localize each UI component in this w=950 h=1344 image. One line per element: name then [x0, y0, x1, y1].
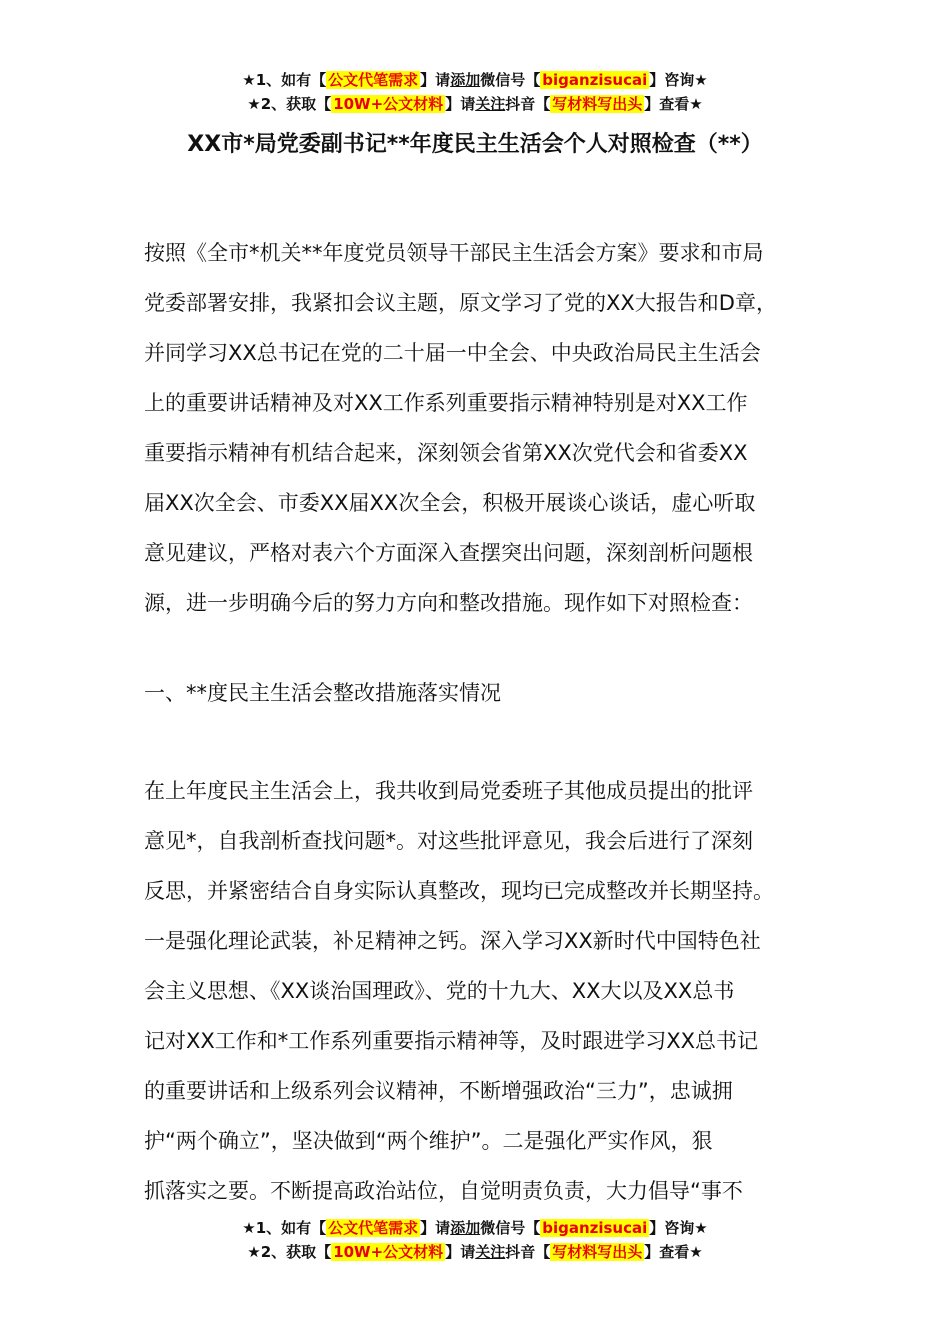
paragraph-line: 意见建议，严格对表六个方面深入查摆突出问题，深刻剖析问题根: [144, 541, 753, 565]
banner-underlined-text: 关注: [475, 95, 506, 113]
banner-text: 】咨询★: [649, 71, 708, 89]
banner-text: 抖音【: [505, 1243, 551, 1261]
highlight-douyin-account: 写材料写出头: [552, 1243, 643, 1261]
highlight-materials: 10W+公文材料: [333, 1243, 444, 1261]
paragraph-line: 按照《全市*机关**年度党员领导干部民主生活会方案》要求和市局: [144, 241, 764, 265]
paragraph-line: 抓落实之要。不断提高政治站位，自觉明责负责，大力倡导“事不: [144, 1179, 743, 1203]
paragraph-line: 的重要讲话和上级系列会议精神，不断增强政治“三力”，忠诚拥: [144, 1079, 733, 1103]
paragraph-line: 党委部署安排，我紧扣会议主题，原文学习了党的XX大报告和D章，: [144, 291, 777, 315]
banner-underlined-text: 添加: [450, 71, 481, 89]
paragraph-intro: [144, 228, 816, 628]
banner-text: ★2、获取【: [247, 95, 332, 113]
document-title: XX市*局党委副书记**年度民主生活会个人对照检查（**）: [187, 132, 763, 157]
banner-text: 抖音【: [505, 95, 551, 113]
banner-text: 】查看★: [644, 1243, 703, 1261]
banner-line-2: [0, 92, 950, 116]
paragraph-line: 上的重要讲话精神及对XX工作系列重要指示精神特别是对XX工作: [144, 391, 748, 415]
paragraph-line: 源，进一步明确今后的努力方向和整改措施。现作如下对照检查：: [144, 591, 753, 615]
paragraph-line: 届XX次全会、市委XX届XX次全会，积极开展谈心谈话，虚心听取: [144, 491, 756, 515]
paragraph-line: 重要指示精神有机结合起来，深刻领会省第XX次党代会和省委XX: [144, 441, 748, 465]
banner-text: 】请: [445, 1243, 476, 1261]
highlight-wechat-id: biganzisucai: [542, 71, 648, 89]
highlight-ghostwriting: 公文代笔需求: [328, 71, 419, 89]
paragraph-line: 意见*，自我剖析查找问题*。对这些批评意见，我会后进行了深刻: [144, 829, 753, 853]
paragraph-line: 一是强化理论武装，补足精神之钙。深入学习XX新时代中国特色社: [144, 929, 761, 953]
paragraph-rectification: [144, 766, 816, 1216]
highlight-douyin-account: 写材料写出头: [552, 95, 643, 113]
banner-underlined-text: 添加: [450, 1219, 481, 1237]
section-heading: [144, 668, 816, 718]
banner-text: 】查看★: [644, 95, 703, 113]
banner-text: ★2、获取【: [247, 1243, 332, 1261]
banner-underlined-text: 关注: [475, 1243, 506, 1261]
paragraph-line: 会主义思想、《XX谈治国理政》、党的十九大、XX大以及XX总书: [144, 979, 735, 1003]
footer-banner: [0, 1216, 950, 1264]
banner-line-1: [0, 68, 950, 92]
section-heading-text: 一、**度民主生活会整改措施落实情况: [144, 681, 501, 705]
paragraph-line: 护“两个确立”，坚决做到“两个维护”。二是强化严实作风，狠: [144, 1129, 713, 1153]
banner-text: 微信号【: [480, 71, 541, 89]
banner-text: ★1、如有【: [242, 1219, 327, 1237]
banner-text: 】请: [420, 1219, 451, 1237]
header-banner: [0, 68, 950, 116]
paragraph-line: 反思，并紧密结合自身实际认真整改，现均已完成整改并长期坚持。: [144, 879, 774, 903]
banner-text: ★1、如有【: [242, 71, 327, 89]
banner-text: 】请: [420, 71, 451, 89]
banner-text: 】咨询★: [649, 1219, 708, 1237]
highlight-wechat-id: biganzisucai: [542, 1219, 648, 1237]
banner-line-2: [0, 1240, 950, 1264]
banner-line-1: [0, 1216, 950, 1240]
banner-text: 微信号【: [480, 1219, 541, 1237]
paragraph-line: 记对XX工作和*工作系列重要指示精神等，及时跟进学习XX总书记: [144, 1029, 759, 1053]
highlight-ghostwriting: 公文代笔需求: [328, 1219, 419, 1237]
paragraph-line: 在上年度民主生活会上，我共收到局党委班子其他成员提出的批评: [144, 779, 753, 803]
banner-text: 】请: [445, 95, 476, 113]
paragraph-line: 并同学习XX总书记在党的二十届一中全会、中央政治局民主生活会: [144, 341, 761, 365]
highlight-materials: 10W+公文材料: [333, 95, 444, 113]
